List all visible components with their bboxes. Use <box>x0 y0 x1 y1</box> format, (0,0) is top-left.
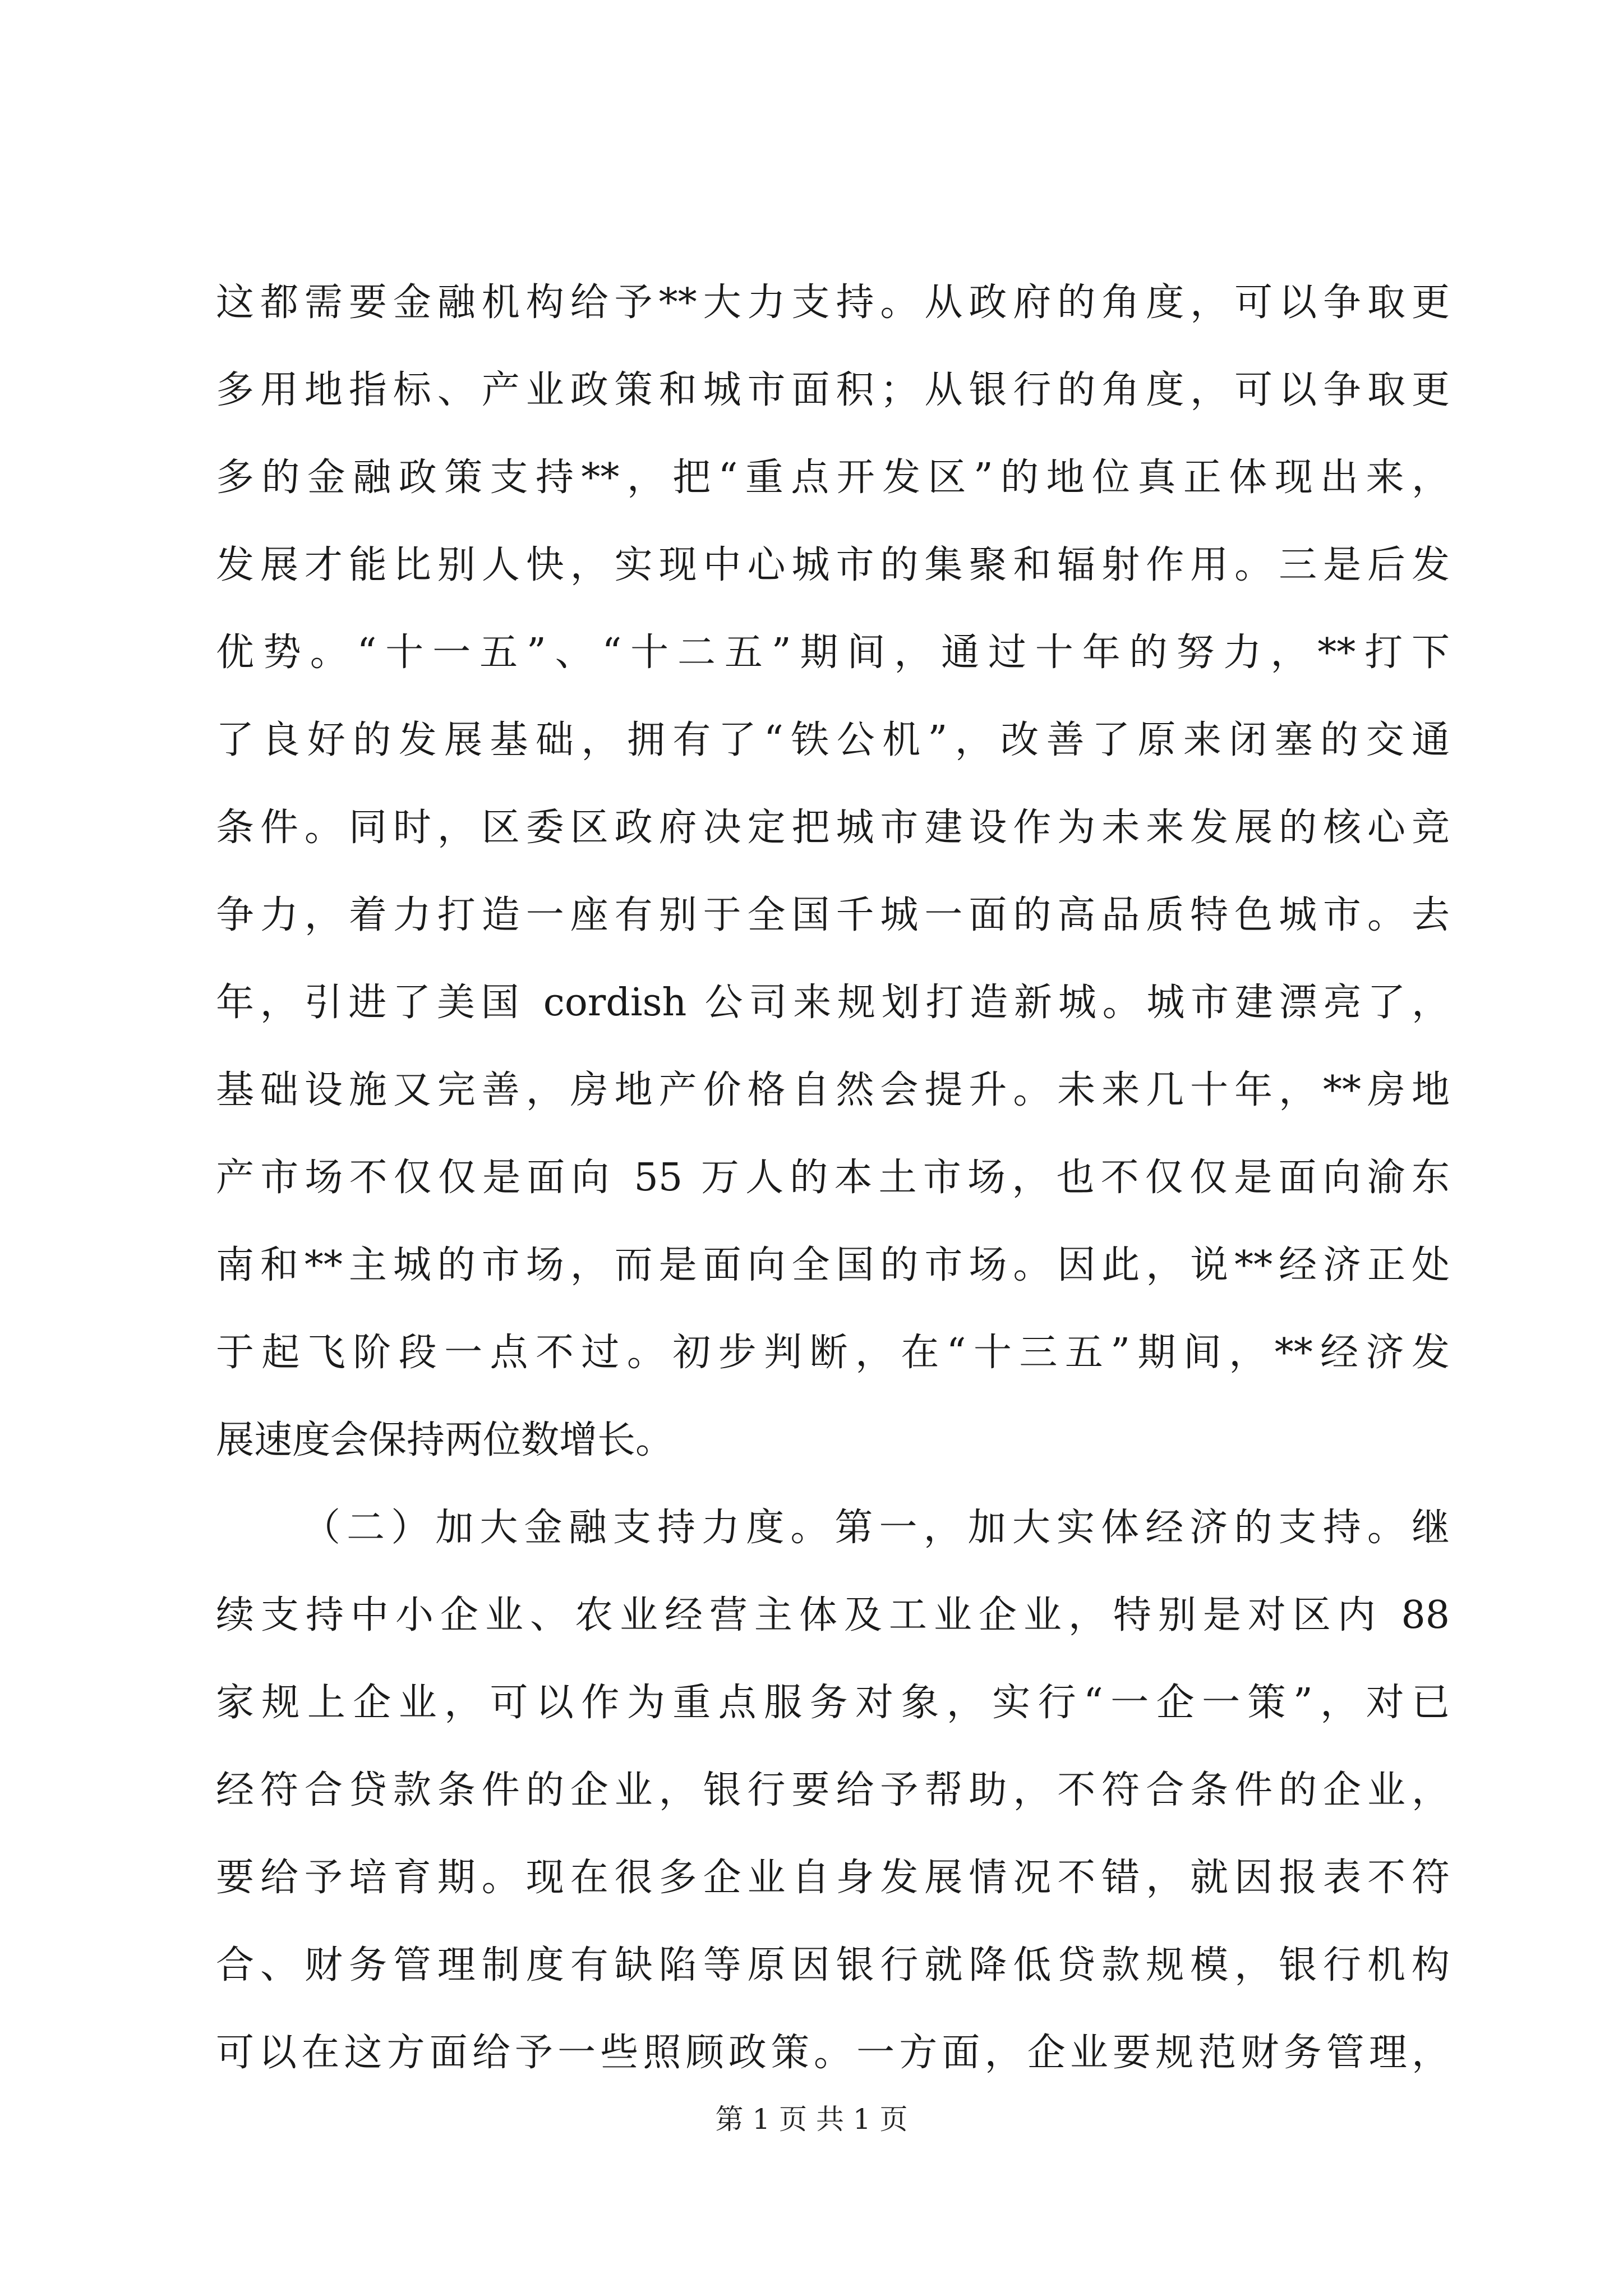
text-line: 了良好的发展基础，拥有了“铁公机”，改善了原来闭塞的交通 <box>216 718 1450 762</box>
text-line: 续支持中小企业、农业经营主体及工业企业，特别是对区内 88 <box>216 1593 1450 1637</box>
text-line: 家规上企业，可以作为重点服务对象，实行“一企一策”，对已 <box>216 1681 1450 1725</box>
text-line: 产市场不仅仅是面向 55 万人的本土市场，也不仅仅是面向渝东 <box>216 1156 1450 1200</box>
text-line: 年，引进了美国 cordish 公司来规划打造新城。城市建漂亮了， <box>216 981 1450 1025</box>
page-footer <box>0 2097 1623 2137</box>
text-line: 合、财务管理制度有缺陷等原因银行就降低贷款规模，银行机构 <box>216 1943 1450 1987</box>
text-line: 可以在这方面给予一些照顾政策。一方面，企业要规范财务管理， <box>216 2031 1450 2075</box>
text-line: 基础设施又完善，房地产价格自然会提升。未来几十年，**房地 <box>216 1068 1450 1112</box>
text-line: 多用地指标、产业政策和城市面积；从银行的角度，可以争取更 <box>216 368 1450 412</box>
text-line: 条件。同时，区委区政府决定把城市建设作为未来发展的核心竞 <box>216 806 1450 850</box>
page-number: 第 1 页 共 1 页 <box>715 2103 908 2136</box>
paragraph-first-line: （二）加大金融支持力度。第一，加大实体经济的支持。继 <box>302 1506 1450 1550</box>
text-line: 南和**主城的市场，而是面向全国的市场。因此，说**经济正处 <box>216 1243 1450 1287</box>
body-text <box>216 259 1450 2097</box>
text-line: 要给予培育期。现在很多企业自身发展情况不错，就因报表不符 <box>216 1856 1450 1900</box>
text-line: 多的金融政策支持**，把“重点开发区”的地位真正体现出来， <box>216 455 1450 500</box>
text-line: 这都需要金融机构给予**大力支持。从政府的角度，可以争取更 <box>216 280 1450 325</box>
text-line: 发展才能比别人快，实现中心城市的集聚和辐射作用。三是后发 <box>216 543 1450 587</box>
text-line: 优势。“十一五”、“十二五”期间，通过十年的努力，**打下 <box>216 631 1450 675</box>
text-line: 经符合贷款条件的企业，银行要给予帮助，不符合条件的企业， <box>216 1768 1450 1812</box>
text-line: 争力，着力打造一座有别于全国千城一面的高品质特色城市。去 <box>216 893 1450 937</box>
paragraph-last-line: 展速度会保持两位数增长。 <box>216 1418 674 1462</box>
text-line: 于起飞阶段一点不过。初步判断，在“十三五”期间，**经济发 <box>216 1331 1450 1375</box>
